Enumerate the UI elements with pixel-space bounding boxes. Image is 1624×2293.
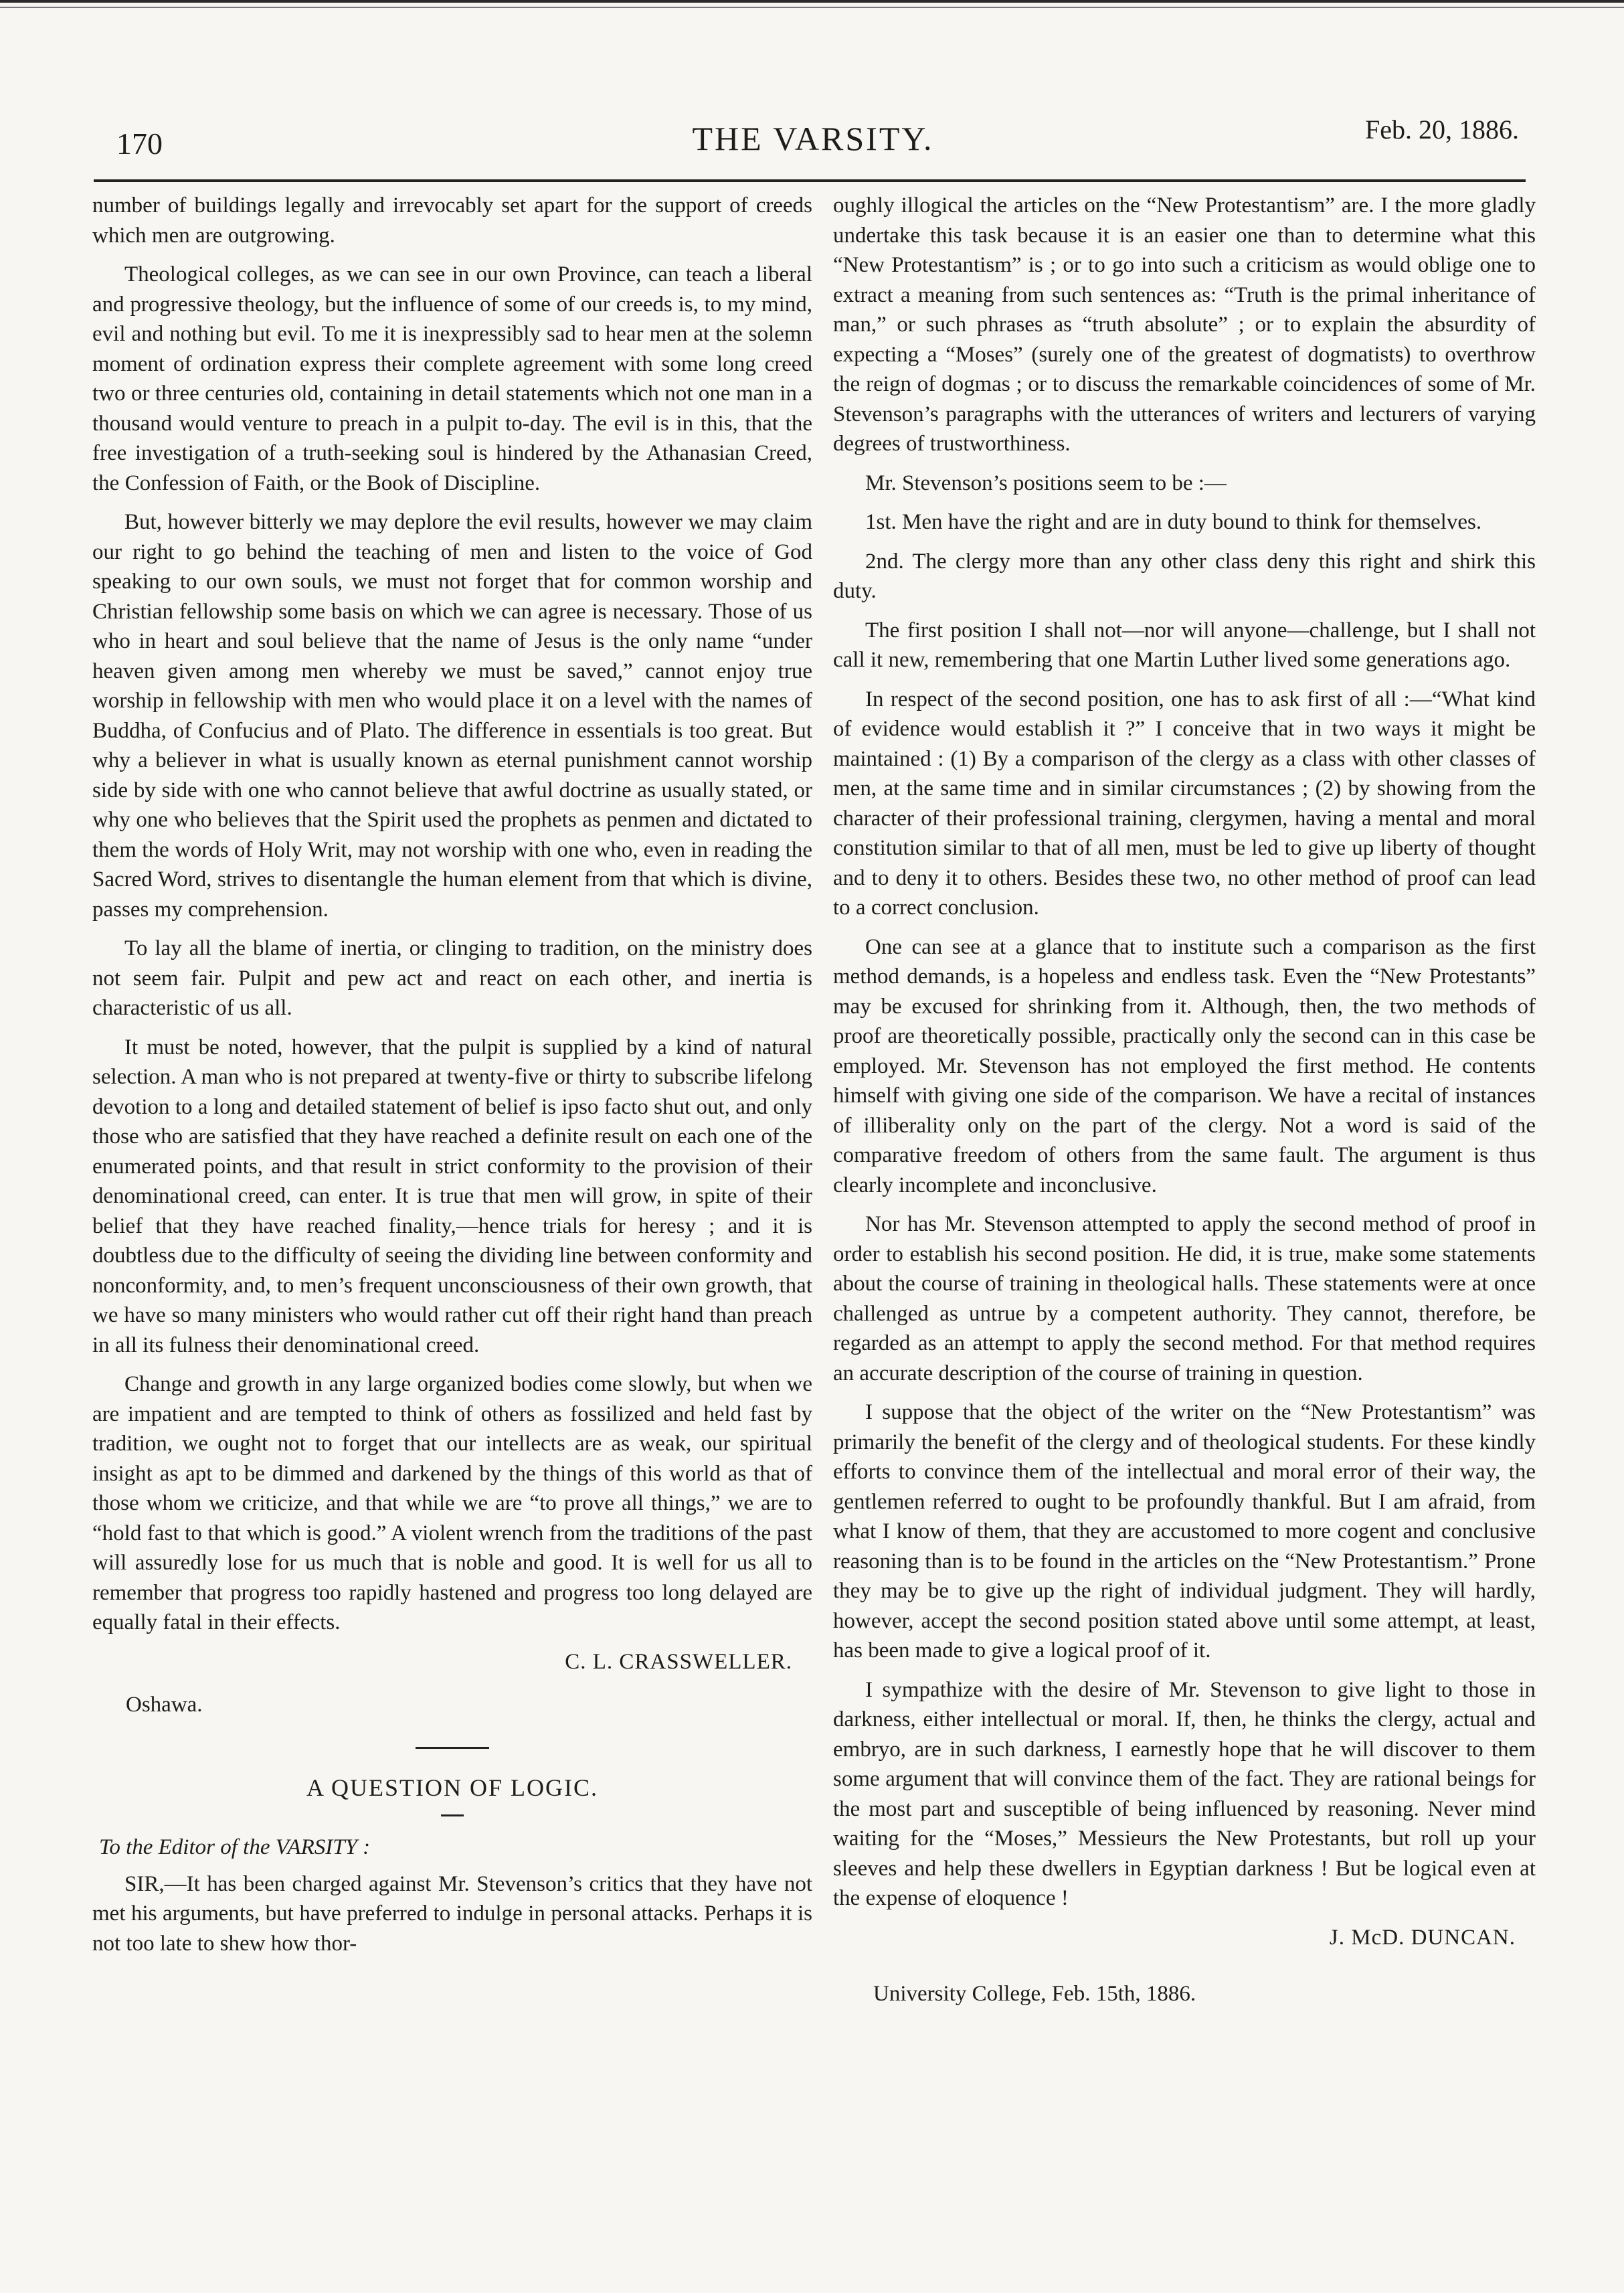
salutation: To the Editor of the VARSITY :	[99, 1835, 371, 1859]
paragraph: The first position I shall not—nor will anyone—challenge, but I shall not call it new, remembering that one Martin Luther lived some generations ago.	[833, 618, 1536, 672]
paragraph: To lay all the blame of inertia, or clinging to tradition, on the ministry does not seem fair. Pulpit and pew act and react on each other, and inertia is characteristic of us all.	[92, 936, 812, 1020]
left-column	[92, 191, 812, 1968]
author-place: Oshawa.	[126, 1693, 203, 1717]
journal-title: THE VARSITY.	[692, 120, 934, 157]
top-border-rule	[0, 0, 1624, 3]
paragraph: One can see at a glance that to institute such a comparison as the first method demands, is a hopeless and endless task. Even the “New Protestants” may be excused for shrinking from it. Although, then, the two methods of proof are theoretically possible, practically only the second can in this case be employed. Mr. Stevenson has not employed the first method. He contents himself with giving one side of the comparison. We have a recital of instances of illiberality only on the part of the clergy. Not a word is said of the comparative freedom of others from the same fault. The argument is thus clearly incomplete and inconclusive.	[833, 934, 1536, 1197]
paragraph: But, however bitterly we may deplore the evil results, however we may claim our right to go behind the teaching of men and listen to the voice of God speaking to our own souls, we must not forget that for common worship and Christian fellowship some basis on which we can agree is necessary. Those of us who in heart and soul believe that the name of Jesus is the only name “under heaven given among men whereby we must be saved,” cannot enjoy true worship in fellowship with men who would place it on a level with the names of Buddha, of Confucius and of Plato. The difference in essentials is too great. But why a believer in what is usually known as eternal punishment cannot worship side by side with one who cannot believe that awful doctrine as usually stated, or why one who believes that the Spirit used the prophets as penmen and dictated to them the words of Holy Writ, may not worship with one who, even in reading the Sacred Word, strives to disentangle the human element from that which is divine, passes my comprehension.	[92, 510, 812, 922]
paragraph: In respect of the second position, one has to ask first of all :—“What kind of evidence would establish it ?” I conceive that in two ways it might be maintained : (1) By a comparison of the clergy as a class with other classes of men, at the same time and in similar circumstances ; (2) by showing from the character of their professional training, clergymen, having a mental and moral constitution similar to that of all men, must be led to give up liberty of thought and to deny it to others. Besides these two, no other method of proof can lead to a correct conclusion.	[833, 687, 1536, 920]
paragraph: Change and growth in any large organized bodies come slowly, but when we are impatient and are tempted to think of others as fossilized and held fast by tradition, we ought not to forget that our intellects are as weak, our spiritual insight as apt to be dimmed and darkened by the things of this world as that of those whom we criticize, and that while we are “to prove all things,” we are to “hold fast to that which is good.” A violent wrench from the traditions of the past will assuredly lose for us much that is noble and good. It is well for us all to remember that progress too rapidly hastened and progress too long delayed are equally fatal in their effects.	[92, 1372, 812, 1634]
author-signature: J. McD. DUNCAN.	[1329, 1925, 1516, 1950]
paragraph: 2nd. The clergy more than any other class deny this right and shirk this duty.	[833, 549, 1536, 603]
right-column	[833, 191, 1536, 2009]
paragraph: Mr. Stevenson’s positions seem to be :—	[865, 471, 1227, 495]
title-dash	[441, 1814, 464, 1816]
author-signature: C. L. CRASSWELLER.	[565, 1649, 792, 1674]
paragraph: SIR,—It has been charged against Mr. Stevenson’s critics that they have not met his arguments, but have preferred to indulge in personal attacks. Perhaps it is not too late to shew how thor-	[92, 1871, 812, 1956]
paragraph: oughly illogical the articles on the “New Protestantism” are. I the more gladly undertake this task because it is an easier one than to determine what this “New Protestantism” is ; or to go into such a criticism as would oblige one to extract a meaning from such sentences as: “Truth is the primal inheritance of man,” or such phrases as “truth absolute” ; or to explain the absurdity of expecting a “Moses” (surely one of the greatest of dogmatists) to overthrow the reign of dogmas ; or to discuss the remarkable coincidences of some of Mr. Stevenson’s paragraphs with the utterances of writers and lecturers of varying degrees of trustworthiness.	[833, 193, 1536, 456]
paragraph: 1st. Men have the right and are in duty bound to think for themselves.	[865, 510, 1482, 534]
top-border-rule-thin	[0, 7, 1624, 8]
dateline: University College, Feb. 15th, 1886.	[873, 1982, 1196, 2006]
section-divider	[416, 1747, 489, 1749]
header-rule	[94, 179, 1526, 182]
paragraph: It must be noted, however, that the pulpit is supplied by a kind of natural selection. A man who is not prepared at twenty-five or thirty to subscribe lifelong devotion to a long and detailed statement of belief is ipso facto shut out, and only those who are satisfied that they have reached a definite result on each one of the enumerated points, and that result in strict conformity to the provision of their denominational creed, can enter. It is true that men will grow, in spite of their belief that they have reached finality,—hence trials for heresy ; and it is doubtless due to the difficulty of seeing the dividing line between conformity and nonconformity, and, to men’s frequent unconsciousness of their own growth, that we have so many ministers who would rather cut off their right hand than preach in all its fulness their denominational creed.	[92, 1035, 812, 1357]
issue-date: Feb. 20, 1886.	[1365, 114, 1519, 145]
paragraph: I sympathize with the desire of Mr. Stevenson to give light to those in darkness, either intellectual or moral. If, then, he thinks the clergy, actual and embryo, are in such darkness, I earnestly hope that he will discover to them some argument that will convince them of the fact. They are rational beings for the most part and susceptible of being influenced by reasoning. Never mind waiting for the “Moses,” Messieurs the New Protestants, but roll up your sleeves and help these dwellers in Egyptian darkness ! But be logical even at the expense of eloquence !	[833, 1677, 1536, 1910]
section-title: A QUESTION OF LOGIC.	[306, 1774, 598, 1801]
paragraph: Theological colleges, as we can see in our own Province, can teach a liberal and progressive theology, but the influence of some of our creeds is, to my mind, evil and nothing but evil. To me it is inexpressibly sad to hear men at the solemn moment of ordination express their complete agreement with some long creed two or three centuries old, containing in detail statements which not one man in a thousand would venture to preach in a pulpit to-day. The evil is in this, that the free investigation of a truth-seeking soul is hindered by the Athanasian Creed, the Confession of Faith, or the Book of Discipline.	[92, 262, 812, 495]
paragraph: I suppose that the object of the writer on the “New Protestantism” was primarily the benefit of the clergy and of theological students. For these kindly efforts to convince them of the intellectual and moral error of their way, the gentlemen referred to ought to be profoundly thankful. But I am afraid, from what I know of them, that they are accustomed to more cogent and conclusive reasoning than is to be found in the articles on the “New Protestantism.” Prone they may be to give up the right of individual judgment. They will hardly, however, accept the second position stated above until some attempt, at least, has been made to give a logical proof of it.	[833, 1400, 1536, 1663]
page-header	[100, 107, 1526, 161]
paragraph: Nor has Mr. Stevenson attempted to apply the second method of proof in order to establish his second position. He did, it is true, make some statements about the course of training in theological halls. These statements were at once challenged as untrue by a competent authority. They cannot, therefore, be regarded as an attempt to apply the second method. For that method requires an accurate description of the course of training in question.	[833, 1212, 1536, 1385]
page-number: 170	[116, 126, 163, 161]
paragraph: number of buildings legally and irrevocably set apart for the support of creeds which men are outgrowing.	[92, 193, 812, 248]
